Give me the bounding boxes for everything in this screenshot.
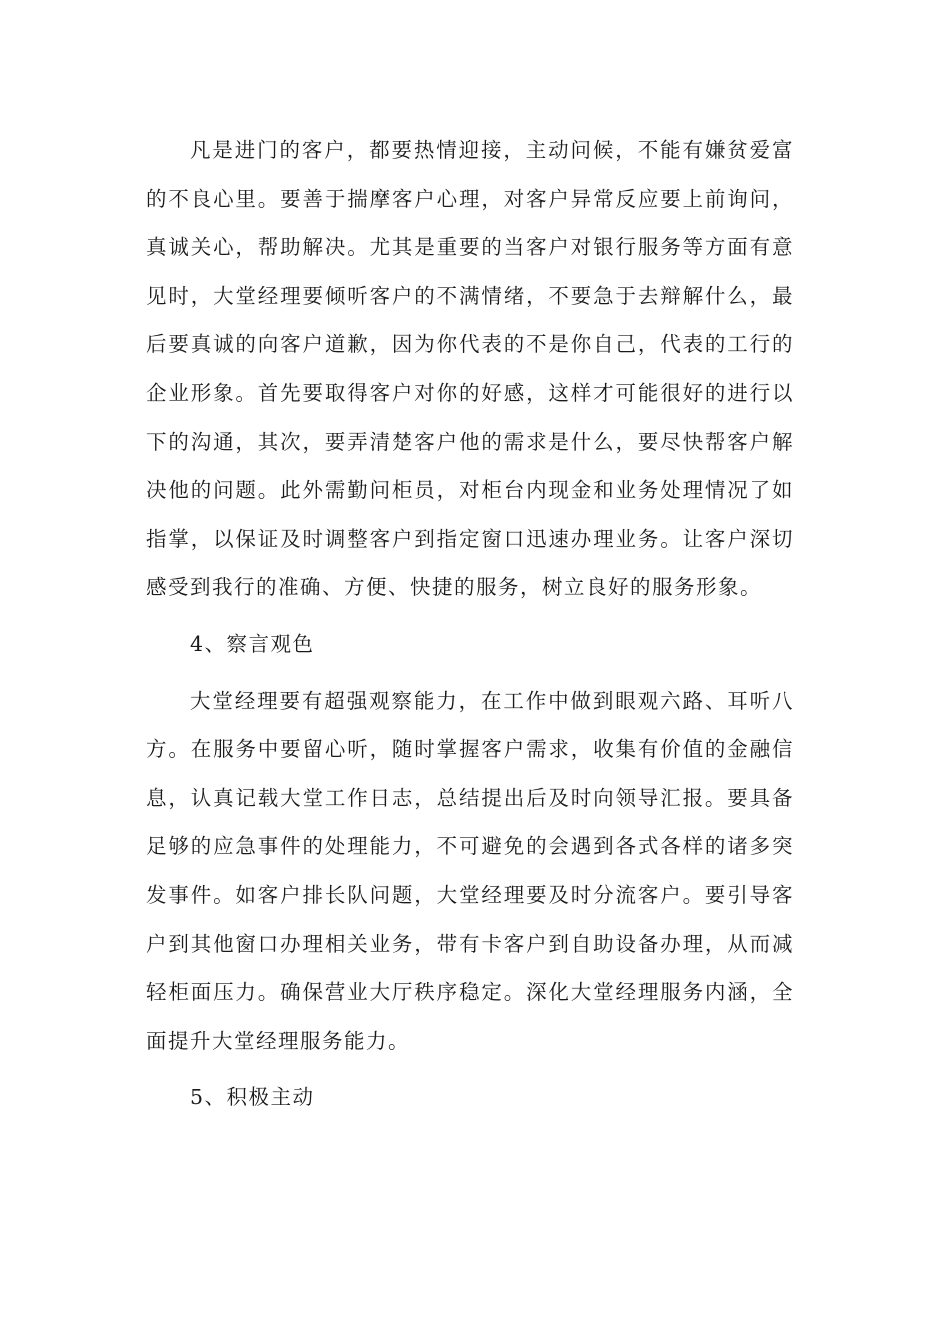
body-paragraph: 凡是进门的客户，都要热情迎接，主动问候，不能有嫌贫爱富的不良心里。要善于揣摩客户心理，对客户异常反应要上前询问，真诚关心，帮助解决。尤其是重要的当客户对银行服务等方面有意见时，大堂经理要倾听客户的不满情绪，不要急于去辩解什么，最后要真诚的向客户道歉，因为你代表的不是你自己，代表的工行的企业形象。首先要取得客户对你的好感，这样才可能很好的进行以下的沟通，其次，要弄清楚客户他的需求是什么，要尽快帮客户解决他的问题。此外需勤问柜员，对柜台内现金和业务处理情况了如指掌，以保证及时调整客户到指定窗口迅速办理业务。让客户深切感受到我行的准确、方便、快捷的服务，树立良好的服务形象。: [146, 138, 794, 600]
section-heading: 5、积极主动: [190, 1085, 315, 1110]
section-heading: 4、察言观色: [190, 631, 315, 656]
body-paragraph: 大堂经理要有超强观察能力，在工作中做到眼观六路、耳听八方。在服务中要留心听，随时掌握客户需求，收集有价值的金融信息，认真记载大堂工作日志，总结提出后及时向领导汇报。要具备足够的应急事件的处理能力，不可避免的会遇到各式各样的诸多突发事件。如客户排长队问题，大堂经理要及时分流客户。要引导客户到其他窗口办理相关业务，带有卡客户到自助设备办理，从而减轻柜面压力。确保营业大厅秩序稳定。深化大堂经理服务内涵，全面提升大堂经理服务能力。: [146, 688, 794, 1053]
document-body: [146, 126, 794, 1130]
